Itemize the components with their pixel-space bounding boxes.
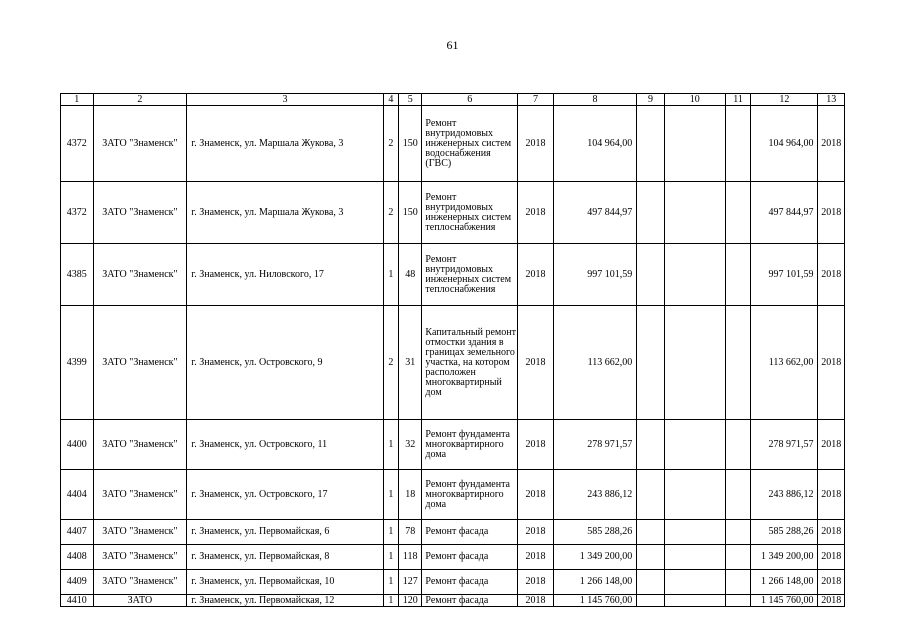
total-cost-cell: 243 886,12 (751, 470, 818, 520)
address-cell: г. Знаменск, ул. Маршала Жукова, 3 (187, 106, 384, 182)
col11-cell (725, 244, 750, 306)
year-cell: 2018 (518, 520, 554, 545)
end-year-cell: 2018 (818, 545, 845, 570)
column-header: 4 (383, 94, 398, 106)
cost-cell: 243 886,12 (553, 470, 636, 520)
col4-cell: 1 (383, 545, 398, 570)
total-cost-cell: 104 964,00 (751, 106, 818, 182)
municipality-cell: ЗАТО "Знаменск" (93, 106, 187, 182)
address-cell: г. Знаменск, ул. Первомайская, 6 (187, 520, 384, 545)
year-cell: 2018 (518, 306, 554, 420)
col4-cell: 1 (383, 420, 398, 470)
end-year-cell: 2018 (818, 470, 845, 520)
end-year-cell: 2018 (818, 520, 845, 545)
work-type-cell: Капитальный ремонт отмостки здания в границах земельного участка, на котором расположен многоквартирный дом (422, 306, 518, 420)
end-year-cell: 2018 (818, 106, 845, 182)
col9-cell (637, 182, 664, 244)
address-cell: г. Знаменск, ул. Первомайская, 8 (187, 545, 384, 570)
work-type-cell: Ремонт внутридомовых инженерных систем теплоснабжения (422, 182, 518, 244)
header-row (61, 94, 845, 106)
col5-cell: 150 (399, 182, 422, 244)
col9-cell (637, 106, 664, 182)
col5-cell: 118 (399, 545, 422, 570)
column-header: 12 (751, 94, 818, 106)
cost-cell: 585 288,26 (553, 520, 636, 545)
col10-cell (664, 545, 725, 570)
end-year-cell: 2018 (818, 570, 845, 595)
cost-cell: 497 844,97 (553, 182, 636, 244)
address-cell: г. Знаменск, ул. Первомайская, 10 (187, 570, 384, 595)
total-cost-cell: 1 266 148,00 (751, 570, 818, 595)
col4-cell: 1 (383, 520, 398, 545)
row-number-cell: 4372 (61, 106, 94, 182)
total-cost-cell: 1 349 200,00 (751, 545, 818, 570)
cost-cell: 278 971,57 (553, 420, 636, 470)
table-row (61, 570, 845, 595)
col10-cell (664, 420, 725, 470)
table-row (61, 520, 845, 545)
work-type-cell: Ремонт внутридомовых инженерных систем теплоснабжения (422, 244, 518, 306)
row-number-cell: 4400 (61, 420, 94, 470)
col4-cell: 2 (383, 182, 398, 244)
work-type-cell: Ремонт фасада (422, 570, 518, 595)
col11-cell (725, 595, 750, 607)
col9-cell (637, 420, 664, 470)
municipality-cell: ЗАТО "Знаменск" (93, 420, 187, 470)
col4-cell: 1 (383, 470, 398, 520)
col9-cell (637, 520, 664, 545)
cost-cell: 997 101,59 (553, 244, 636, 306)
col10-cell (664, 106, 725, 182)
table-row (61, 545, 845, 570)
total-cost-cell: 1 145 760,00 (751, 595, 818, 607)
column-header: 11 (725, 94, 750, 106)
table-row (61, 244, 845, 306)
table-row (61, 306, 845, 420)
col5-cell: 32 (399, 420, 422, 470)
work-type-cell: Ремонт фасада (422, 545, 518, 570)
year-cell: 2018 (518, 244, 554, 306)
col9-cell (637, 570, 664, 595)
column-header: 7 (518, 94, 554, 106)
col10-cell (664, 470, 725, 520)
column-header: 10 (664, 94, 725, 106)
end-year-cell: 2018 (818, 182, 845, 244)
col11-cell (725, 420, 750, 470)
end-year-cell: 2018 (818, 244, 845, 306)
end-year-cell: 2018 (818, 420, 845, 470)
col10-cell (664, 520, 725, 545)
row-number-cell: 4410 (61, 595, 94, 607)
municipality-cell: ЗАТО "Знаменск" (93, 244, 187, 306)
col4-cell: 1 (383, 595, 398, 607)
year-cell: 2018 (518, 420, 554, 470)
col9-cell (637, 306, 664, 420)
row-number-cell: 4385 (61, 244, 94, 306)
col5-cell: 127 (399, 570, 422, 595)
column-header: 3 (187, 94, 384, 106)
work-type-cell: Ремонт фундамента многоквартирного дома (422, 420, 518, 470)
table-row (61, 595, 845, 607)
col11-cell (725, 545, 750, 570)
address-cell: г. Знаменск, ул. Ниловского, 17 (187, 244, 384, 306)
col10-cell (664, 570, 725, 595)
municipality-cell: ЗАТО "Знаменск" (93, 520, 187, 545)
row-number-cell: 4399 (61, 306, 94, 420)
works-table (60, 93, 845, 607)
column-header: 9 (637, 94, 664, 106)
total-cost-cell: 997 101,59 (751, 244, 818, 306)
col10-cell (664, 306, 725, 420)
table-row (61, 470, 845, 520)
end-year-cell: 2018 (818, 595, 845, 607)
address-cell: г. Знаменск, ул. Островского, 17 (187, 470, 384, 520)
col9-cell (637, 545, 664, 570)
year-cell: 2018 (518, 182, 554, 244)
cost-cell: 1 266 148,00 (553, 570, 636, 595)
page-number: 61 (446, 38, 459, 52)
col5-cell: 48 (399, 244, 422, 306)
col11-cell (725, 570, 750, 595)
row-number-cell: 4409 (61, 570, 94, 595)
year-cell: 2018 (518, 545, 554, 570)
cost-cell: 104 964,00 (553, 106, 636, 182)
column-header: 13 (818, 94, 845, 106)
municipality-cell: ЗАТО (93, 595, 187, 607)
table-row (61, 182, 845, 244)
row-number-cell: 4372 (61, 182, 94, 244)
col11-cell (725, 306, 750, 420)
work-type-cell: Ремонт внутридомовых инженерных систем водоснабжения (ГВС) (422, 106, 518, 182)
column-header: 8 (553, 94, 636, 106)
col9-cell (637, 244, 664, 306)
row-number-cell: 4408 (61, 545, 94, 570)
col11-cell (725, 470, 750, 520)
col10-cell (664, 182, 725, 244)
col10-cell (664, 244, 725, 306)
year-cell: 2018 (518, 570, 554, 595)
col5-cell: 120 (399, 595, 422, 607)
municipality-cell: ЗАТО "Знаменск" (93, 306, 187, 420)
address-cell: г. Знаменск, ул. Первомайская, 12 (187, 595, 384, 607)
municipality-cell: ЗАТО "Знаменск" (93, 570, 187, 595)
total-cost-cell: 278 971,57 (751, 420, 818, 470)
work-type-cell: Ремонт фасада (422, 595, 518, 607)
col4-cell: 2 (383, 106, 398, 182)
table-row (61, 106, 845, 182)
col10-cell (664, 595, 725, 607)
col11-cell (725, 520, 750, 545)
work-type-cell: Ремонт фундамента многоквартирного дома (422, 470, 518, 520)
year-cell: 2018 (518, 106, 554, 182)
cost-cell: 1 145 760,00 (553, 595, 636, 607)
cost-cell: 1 349 200,00 (553, 545, 636, 570)
col5-cell: 150 (399, 106, 422, 182)
col11-cell (725, 182, 750, 244)
col5-cell: 78 (399, 520, 422, 545)
table-row (61, 420, 845, 470)
column-header: 5 (399, 94, 422, 106)
column-header: 2 (93, 94, 187, 106)
table-body (61, 106, 845, 607)
row-number-cell: 4404 (61, 470, 94, 520)
column-header: 1 (61, 94, 94, 106)
year-cell: 2018 (518, 470, 554, 520)
col9-cell (637, 470, 664, 520)
col4-cell: 1 (383, 570, 398, 595)
address-cell: г. Знаменск, ул. Островского, 11 (187, 420, 384, 470)
col4-cell: 2 (383, 306, 398, 420)
work-type-cell: Ремонт фасада (422, 520, 518, 545)
end-year-cell: 2018 (818, 306, 845, 420)
cost-cell: 113 662,00 (553, 306, 636, 420)
total-cost-cell: 497 844,97 (751, 182, 818, 244)
col5-cell: 31 (399, 306, 422, 420)
col4-cell: 1 (383, 244, 398, 306)
address-cell: г. Знаменск, ул. Маршала Жукова, 3 (187, 182, 384, 244)
year-cell: 2018 (518, 595, 554, 607)
total-cost-cell: 113 662,00 (751, 306, 818, 420)
address-cell: г. Знаменск, ул. Островского, 9 (187, 306, 384, 420)
col11-cell (725, 106, 750, 182)
row-number-cell: 4407 (61, 520, 94, 545)
column-header: 6 (422, 94, 518, 106)
col5-cell: 18 (399, 470, 422, 520)
municipality-cell: ЗАТО "Знаменск" (93, 545, 187, 570)
total-cost-cell: 585 288,26 (751, 520, 818, 545)
municipality-cell: ЗАТО "Знаменск" (93, 470, 187, 520)
col9-cell (637, 595, 664, 607)
municipality-cell: ЗАТО "Знаменск" (93, 182, 187, 244)
